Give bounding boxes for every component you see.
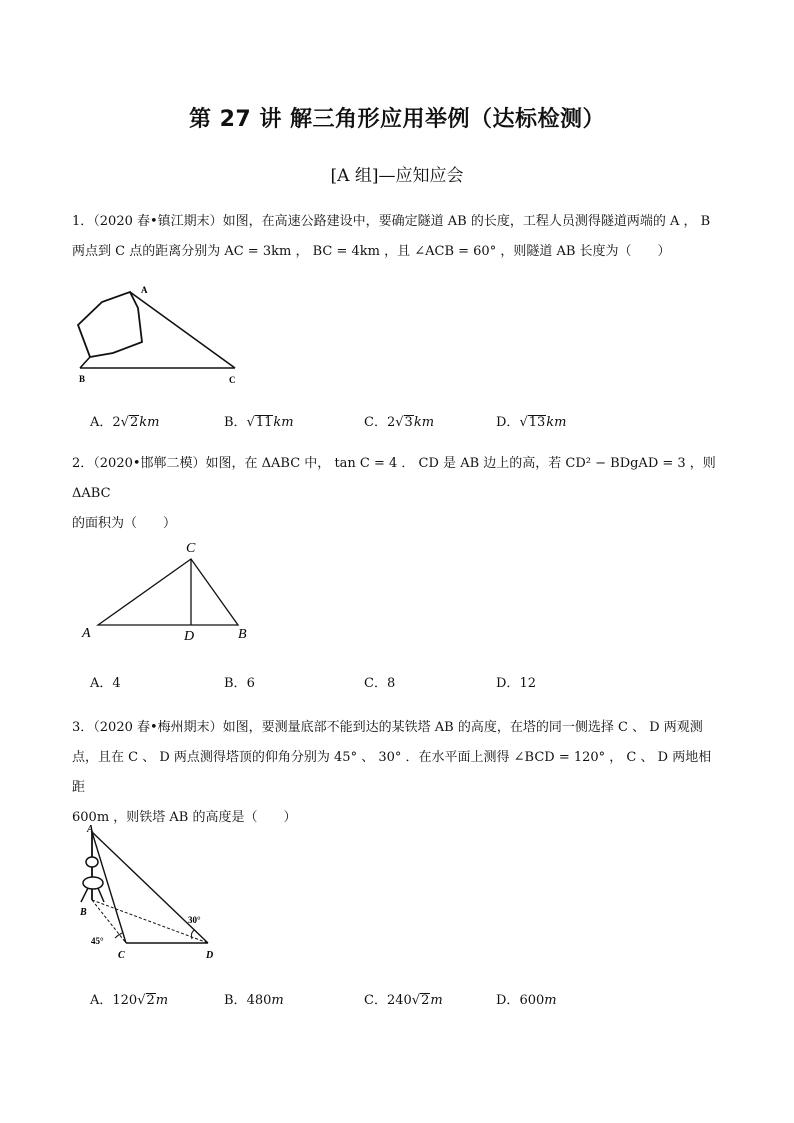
question-3-line-3: 600m ，则铁塔 AB 的高度是（ ） (72, 810, 297, 825)
question-3-figure (80, 822, 230, 967)
tower-leg-right (98, 888, 104, 902)
option-1b[interactable]: B．√11km (224, 415, 294, 430)
option-3a[interactable]: A．120√2m (90, 993, 169, 1008)
question-3-line-1: 3．（2020 春•梅州期末）如图，要测量底部不能到达的某铁塔 AB 的高度，在塔的同一侧选择 C 、 D 两观测 (72, 720, 703, 735)
option-3c[interactable]: C．240√2m (364, 993, 443, 1008)
segment-b-to-mountain (80, 357, 90, 368)
question-1-line-2: 两点到 C 点的距离分别为 AC = 3km ， BC = 4km ，且 ∠ACB = 60° ，则隧道 AB 长度为（ ） (72, 244, 671, 259)
question-2-line-1: 2．（2020•邯郸二模）如图，在 ΔABC 中， tan C = 4 ． CD 是 AB 边上的高，若 CD² − BDgAD = 3 ，则 ΔABC (72, 456, 716, 501)
question-2-figure (78, 535, 258, 645)
label-b: B (238, 627, 247, 642)
question-3-text (72, 713, 724, 833)
label-angle-45: 45° (91, 936, 104, 946)
label-angle-30: 30° (188, 915, 201, 925)
question-3-line-2: 点，且在 C 、 D 两点测得塔顶的仰角分别为 45° 、 30° ．在水平面上测得 ∠BCD = 120° ， C 、 D 两地相距 (72, 750, 712, 795)
segment-ac (130, 292, 235, 368)
label-d: D (184, 629, 195, 644)
question-2-line-2: 的面积为（ ） (72, 516, 177, 531)
question-1-options (90, 411, 710, 431)
option-3d[interactable]: D．600m (496, 993, 557, 1008)
label-a: A (87, 824, 94, 835)
tunnel-mountain-outline (78, 292, 142, 357)
option-2c[interactable]: C．8 (364, 676, 396, 691)
label-c: C (186, 541, 196, 556)
option-1d[interactable]: D．√13km (496, 415, 567, 430)
option-2b[interactable]: B．6 (224, 676, 255, 691)
question-2-text (72, 449, 724, 539)
tower-leg-left (81, 888, 88, 902)
option-2a[interactable]: A．4 (90, 676, 121, 691)
question-1-line-1: 1．（2020 春•镇江期末）如图，在高速公路建设中，要确定隧道 AB 的长度，工程人员测得隧道两端的 A ， B (72, 214, 711, 229)
question-2-options (90, 672, 710, 692)
triangle-abc (98, 559, 238, 625)
option-2d[interactable]: D．12 (496, 676, 536, 691)
question-3-options (90, 989, 710, 1009)
page-title: 第 27 讲 解三角形应用举例（达标检测） (188, 107, 606, 132)
label-a: A (82, 626, 91, 641)
question-1-text (72, 207, 724, 267)
label-c: C (229, 375, 236, 385)
label-a: A (141, 285, 148, 295)
question-1-figure (70, 280, 250, 390)
tower-ornament-bottom (83, 877, 103, 889)
option-3b[interactable]: B．480m (224, 993, 284, 1008)
tower-ornament-top (86, 857, 98, 867)
section-subtitle: [A 组]—应知应会 (330, 166, 464, 186)
option-1a[interactable]: A．2√2km (90, 415, 160, 430)
label-b: B (80, 907, 87, 918)
label-b: B (79, 374, 86, 384)
label-c: C (118, 950, 125, 961)
label-d: D (206, 950, 214, 961)
option-1c[interactable]: C．2√3km (364, 415, 435, 430)
